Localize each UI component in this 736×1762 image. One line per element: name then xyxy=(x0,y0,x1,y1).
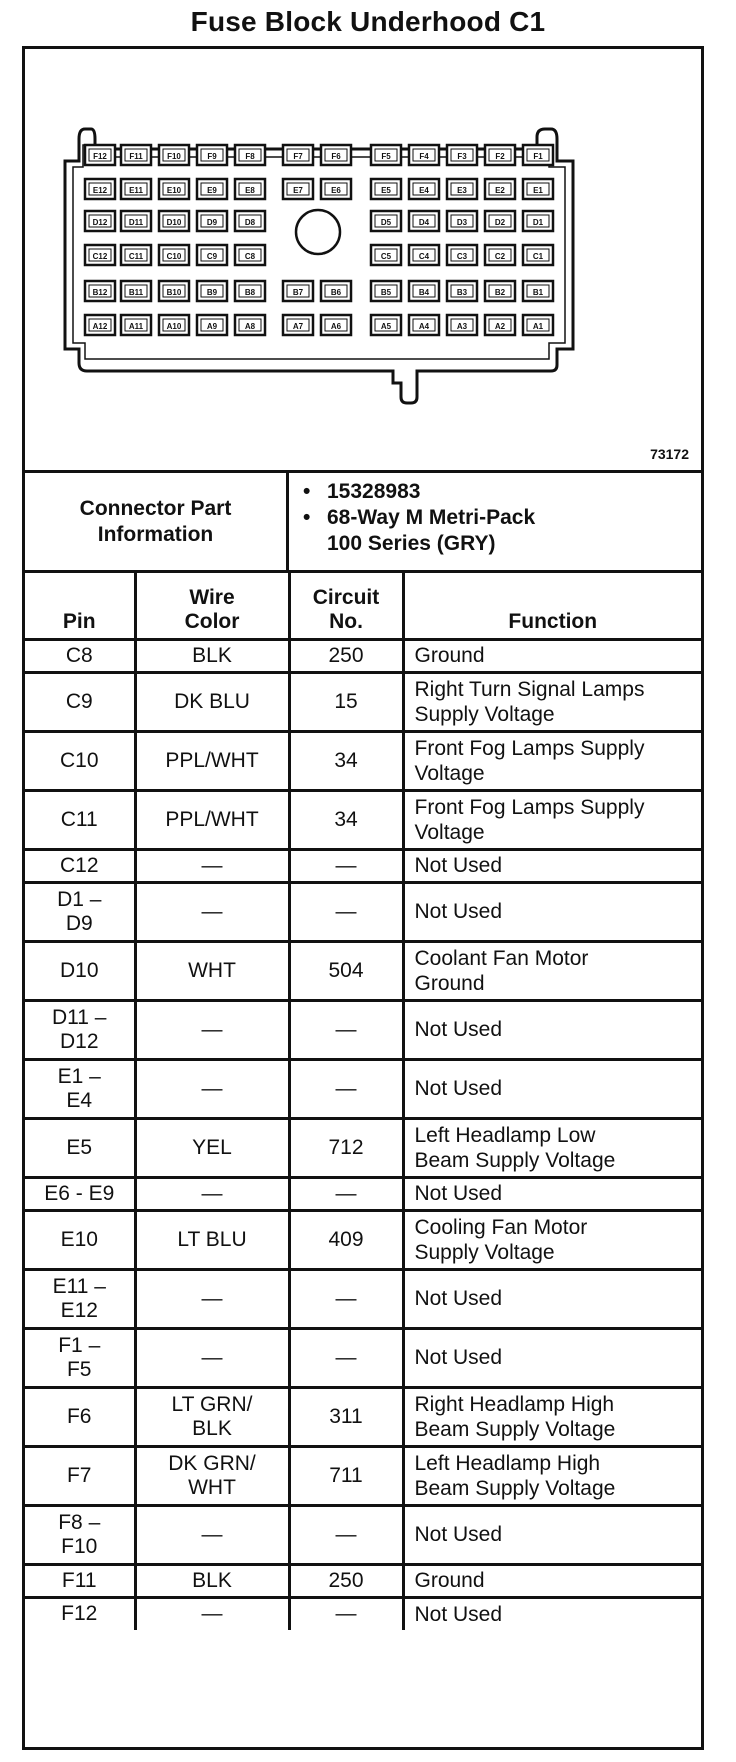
wire-color-cell: — xyxy=(135,882,289,941)
terminal-cavity-a7 xyxy=(283,315,313,335)
function-cell: Cooling Fan Motor Supply Voltage xyxy=(403,1210,701,1269)
terminal-label: D8 xyxy=(244,218,256,227)
terminal-cavity-a3 xyxy=(447,315,477,335)
part-info-label-line2: Information xyxy=(97,522,214,546)
table-row xyxy=(25,1446,701,1505)
pin-cell: C8 xyxy=(25,639,135,672)
wire-color-cell: — xyxy=(135,1059,289,1118)
pin-cell: C11 xyxy=(25,790,135,849)
function-cell: Not Used xyxy=(403,1328,701,1387)
circuit-number-cell: 311 xyxy=(289,1387,403,1446)
terminal-cavity-e12 xyxy=(85,179,115,199)
terminal-label: C9 xyxy=(206,252,218,261)
terminal-label: D2 xyxy=(494,218,506,227)
circuit-number-cell: 504 xyxy=(289,941,403,1000)
terminal-label: E5 xyxy=(381,186,391,195)
function-cell: Not Used xyxy=(403,1000,701,1059)
terminal-cavity-f11 xyxy=(121,145,151,165)
terminal-cavity-b5 xyxy=(371,281,401,301)
wire-color-cell: BLK xyxy=(135,639,289,672)
terminal-label: D10 xyxy=(166,218,182,227)
function-cell: Not Used xyxy=(403,882,701,941)
terminal-label: F11 xyxy=(129,152,143,161)
part-info-label xyxy=(25,473,289,570)
terminal-label: D4 xyxy=(418,218,430,227)
table-row xyxy=(25,1210,701,1269)
table-row xyxy=(25,1387,701,1446)
terminal-cavity-b6 xyxy=(321,281,351,301)
wire-color-cell: DK GRN/ WHT xyxy=(135,1446,289,1505)
terminal-label: E4 xyxy=(419,186,429,195)
table-row xyxy=(25,849,701,882)
function-cell: Right Turn Signal Lamps Supply Voltage xyxy=(403,672,701,731)
terminal-cavity-b10 xyxy=(159,281,189,301)
terminal-cavity-d3 xyxy=(447,211,477,231)
circuit-number-cell: 34 xyxy=(289,731,403,790)
pin-cell: F7 xyxy=(25,1446,135,1505)
terminal-cavity-b12 xyxy=(85,281,115,301)
terminal-label: C10 xyxy=(166,252,182,261)
circuit-number-cell: — xyxy=(289,882,403,941)
terminal-label: E1 xyxy=(533,186,543,195)
function-cell: Ground xyxy=(403,639,701,672)
circuit-number-cell: 409 xyxy=(289,1210,403,1269)
terminal-cavity-f5 xyxy=(371,145,401,165)
table-row xyxy=(25,672,701,731)
terminal-label: A6 xyxy=(330,322,342,331)
terminal-label: C12 xyxy=(92,252,108,261)
function-cell: Right Headlamp High Beam Supply Voltage xyxy=(403,1387,701,1446)
connector-type-line1: • 68-Way M Metri-Pack xyxy=(327,505,701,531)
table-row xyxy=(25,1597,701,1630)
terminal-label: F3 xyxy=(457,152,467,161)
terminal-label: E7 xyxy=(293,186,303,195)
terminal-label: A2 xyxy=(494,322,506,331)
table-row xyxy=(25,882,701,941)
pin-cell: C10 xyxy=(25,731,135,790)
circuit-number-cell: 250 xyxy=(289,639,403,672)
pin-cell: C9 xyxy=(25,672,135,731)
connector-type-line2: 100 Series (GRY) xyxy=(327,532,496,555)
terminal-label: B2 xyxy=(494,288,506,297)
wire-color-cell: PPL/WHT xyxy=(135,731,289,790)
terminal-cavity-d12 xyxy=(85,211,115,231)
terminal-label: F2 xyxy=(495,152,505,161)
pin-cell: E11 – E12 xyxy=(25,1269,135,1328)
terminal-label: D12 xyxy=(92,218,108,227)
terminal-label: B7 xyxy=(292,288,304,297)
terminal-label: D1 xyxy=(532,218,544,227)
function-cell: Front Fog Lamps Supply Voltage xyxy=(403,731,701,790)
connector-document-frame xyxy=(22,46,704,1750)
terminal-label: B8 xyxy=(244,288,256,297)
table-row xyxy=(25,1269,701,1328)
terminal-cavity-a12 xyxy=(85,315,115,335)
terminal-label: C8 xyxy=(244,252,256,261)
table-row xyxy=(25,639,701,672)
terminal-cavity-f6 xyxy=(321,145,351,165)
terminal-label: B3 xyxy=(456,288,468,297)
terminal-label: F12 xyxy=(93,152,107,161)
terminal-cavity-b9 xyxy=(197,281,227,301)
function-cell: Left Headlamp Low Beam Supply Voltage xyxy=(403,1118,701,1177)
terminal-cavity-a4 xyxy=(409,315,439,335)
terminal-cavity-a9 xyxy=(197,315,227,335)
function-cell: Not Used xyxy=(403,1505,701,1564)
terminal-label: C1 xyxy=(532,252,544,261)
terminal-cavity-c3 xyxy=(447,245,477,265)
terminal-cavity-e1 xyxy=(523,179,553,199)
terminal-label: E11 xyxy=(129,186,143,195)
circuit-number-cell: — xyxy=(289,1059,403,1118)
terminal-cavity-d1 xyxy=(523,211,553,231)
terminal-cavity-d5 xyxy=(371,211,401,231)
pin-cell: F12 xyxy=(25,1597,135,1630)
terminal-label: A9 xyxy=(206,322,218,331)
terminal-cavity-e5 xyxy=(371,179,401,199)
header-circuit-no: Circuit No. xyxy=(289,573,403,639)
pin-cell: E6 - E9 xyxy=(25,1177,135,1210)
terminal-label: E10 xyxy=(166,186,182,195)
terminal-cavity-c8 xyxy=(235,245,265,265)
terminal-label: D3 xyxy=(456,218,468,227)
terminal-label: E6 xyxy=(331,186,341,195)
terminal-label: A8 xyxy=(244,322,256,331)
pin-cell: D10 xyxy=(25,941,135,1000)
terminal-label: F4 xyxy=(419,152,429,161)
terminal-label: F1 xyxy=(533,152,543,161)
circuit-number-cell: 34 xyxy=(289,790,403,849)
terminal-label: C3 xyxy=(456,252,468,261)
terminal-label: A10 xyxy=(166,322,182,331)
terminal-cavity-e2 xyxy=(485,179,515,199)
pin-cell: D11 – D12 xyxy=(25,1000,135,1059)
terminal-label: E8 xyxy=(245,186,255,195)
terminal-label: D9 xyxy=(206,218,218,227)
wire-color-cell: YEL xyxy=(135,1118,289,1177)
terminal-cavity-f1 xyxy=(523,145,553,165)
pin-cell: F11 xyxy=(25,1564,135,1597)
terminal-cavity-f9 xyxy=(197,145,227,165)
terminal-cavity-c10 xyxy=(159,245,189,265)
terminal-cavity-f10 xyxy=(159,145,189,165)
terminal-cavity-b2 xyxy=(485,281,515,301)
pin-cell: E10 xyxy=(25,1210,135,1269)
terminal-cavity-b4 xyxy=(409,281,439,301)
terminal-cavity-b11 xyxy=(121,281,151,301)
terminal-cavity-c11 xyxy=(121,245,151,265)
pinout-table xyxy=(25,573,701,1630)
terminal-cavity-c2 xyxy=(485,245,515,265)
pin-cell: D1 – D9 xyxy=(25,882,135,941)
terminal-label: F8 xyxy=(245,152,255,161)
terminal-cavity-b7 xyxy=(283,281,313,301)
circuit-number-cell: — xyxy=(289,1505,403,1564)
terminal-cavity-c5 xyxy=(371,245,401,265)
terminal-cavity-b3 xyxy=(447,281,477,301)
terminal-label: B1 xyxy=(532,288,544,297)
terminal-cavity-d2 xyxy=(485,211,515,231)
terminal-label: C11 xyxy=(128,252,144,261)
terminal-label: B12 xyxy=(92,288,108,297)
terminal-cavity-e6 xyxy=(321,179,351,199)
terminal-label: E12 xyxy=(92,186,108,195)
terminal-cavity-a6 xyxy=(321,315,351,335)
terminal-cavity-a1 xyxy=(523,315,553,335)
terminal-cavity-e3 xyxy=(447,179,477,199)
terminal-cavity-f3 xyxy=(447,145,477,165)
terminal-label: C5 xyxy=(380,252,392,261)
terminal-cavity-f12 xyxy=(85,145,115,165)
terminal-label: A3 xyxy=(456,322,468,331)
terminal-cavity-b1 xyxy=(523,281,553,301)
terminal-cavity-a10 xyxy=(159,315,189,335)
table-row xyxy=(25,1000,701,1059)
table-row xyxy=(25,1505,701,1564)
wire-color-cell: — xyxy=(135,1328,289,1387)
connector-face-drawing xyxy=(25,49,701,473)
connector-center-boss xyxy=(296,210,340,254)
header-pin: Pin xyxy=(25,573,135,639)
terminal-cavity-e10 xyxy=(159,179,189,199)
pin-cell: F8 – F10 xyxy=(25,1505,135,1564)
terminal-label: C2 xyxy=(494,252,506,261)
terminal-cavity-e8 xyxy=(235,179,265,199)
wire-color-cell: PPL/WHT xyxy=(135,790,289,849)
terminal-label: E2 xyxy=(495,186,505,195)
table-row xyxy=(25,941,701,1000)
terminal-label: A5 xyxy=(380,322,392,331)
function-cell: Not Used xyxy=(403,849,701,882)
terminal-label: C4 xyxy=(418,252,430,261)
terminal-cavity-b8 xyxy=(235,281,265,301)
terminal-label: B9 xyxy=(206,288,218,297)
circuit-number-cell: — xyxy=(289,1597,403,1630)
terminal-label: E9 xyxy=(207,186,217,195)
wire-color-cell: — xyxy=(135,1505,289,1564)
pin-cell: F1 – F5 xyxy=(25,1328,135,1387)
terminal-cavity-e9 xyxy=(197,179,227,199)
terminal-cavity-d11 xyxy=(121,211,151,231)
terminal-cavity-c12 xyxy=(85,245,115,265)
wire-color-cell: — xyxy=(135,1000,289,1059)
function-cell: Ground xyxy=(403,1564,701,1597)
terminal-label: B11 xyxy=(128,288,144,297)
wire-color-cell: — xyxy=(135,1597,289,1630)
wire-color-cell: WHT xyxy=(135,941,289,1000)
table-row xyxy=(25,1118,701,1177)
terminal-label: A1 xyxy=(532,322,544,331)
function-cell: Not Used xyxy=(403,1269,701,1328)
function-cell: Front Fog Lamps Supply Voltage xyxy=(403,790,701,849)
wire-color-cell: DK BLU xyxy=(135,672,289,731)
function-cell: Left Headlamp High Beam Supply Voltage xyxy=(403,1446,701,1505)
pin-cell: E1 – E4 xyxy=(25,1059,135,1118)
terminal-label: F5 xyxy=(381,152,391,161)
table-row xyxy=(25,1328,701,1387)
terminal-label: A7 xyxy=(292,322,304,331)
circuit-number-cell: 15 xyxy=(289,672,403,731)
terminal-cavity-f4 xyxy=(409,145,439,165)
table-row xyxy=(25,1564,701,1597)
terminal-cavity-f2 xyxy=(485,145,515,165)
terminal-label: A4 xyxy=(418,322,430,331)
wire-color-cell: — xyxy=(135,1177,289,1210)
function-cell: Not Used xyxy=(403,1597,701,1630)
header-wire-color: Wire Color xyxy=(135,573,289,639)
table-row xyxy=(25,1059,701,1118)
terminal-label: E3 xyxy=(457,186,467,195)
terminal-cavity-f8 xyxy=(235,145,265,165)
terminal-label: F10 xyxy=(167,152,181,161)
terminal-label: A11 xyxy=(128,322,144,331)
table-row xyxy=(25,790,701,849)
page-title: Fuse Block Underhood C1 xyxy=(190,6,546,37)
terminal-label: B6 xyxy=(330,288,342,297)
terminal-cavity-e4 xyxy=(409,179,439,199)
table-row xyxy=(25,1177,701,1210)
wire-color-cell: LT GRN/ BLK xyxy=(135,1387,289,1446)
part-info-label-line1: Connector Part xyxy=(79,496,232,520)
terminal-label: A12 xyxy=(92,322,108,331)
connector-part-information xyxy=(25,473,701,573)
terminal-cavity-a11 xyxy=(121,315,151,335)
function-cell: Not Used xyxy=(403,1177,701,1210)
terminal-cavity-a2 xyxy=(485,315,515,335)
header-function: Function xyxy=(403,573,701,639)
wire-color-cell: BLK xyxy=(135,1564,289,1597)
terminal-label: D5 xyxy=(380,218,392,227)
function-cell: Coolant Fan Motor Ground xyxy=(403,941,701,1000)
part-number: • 15328983 xyxy=(327,479,701,505)
terminal-label: B4 xyxy=(418,288,430,297)
terminal-cavity-f7 xyxy=(283,145,313,165)
terminal-cavity-a5 xyxy=(371,315,401,335)
circuit-number-cell: 712 xyxy=(289,1118,403,1177)
circuit-number-cell: — xyxy=(289,1177,403,1210)
terminal-cavity-e7 xyxy=(283,179,313,199)
terminal-cavity-d8 xyxy=(235,211,265,231)
terminal-cavity-c4 xyxy=(409,245,439,265)
terminal-cavity-c9 xyxy=(197,245,227,265)
terminal-label: F7 xyxy=(293,152,303,161)
terminal-cavity-c1 xyxy=(523,245,553,265)
circuit-number-cell: 711 xyxy=(289,1446,403,1505)
circuit-number-cell: — xyxy=(289,1328,403,1387)
terminal-label: B10 xyxy=(166,288,182,297)
circuit-number-cell: — xyxy=(289,1269,403,1328)
wire-color-cell: LT BLU xyxy=(135,1210,289,1269)
figure-number: 73172 xyxy=(650,446,689,462)
terminal-label: D11 xyxy=(128,218,144,227)
circuit-number-cell: — xyxy=(289,849,403,882)
terminal-label: F9 xyxy=(207,152,217,161)
terminal-cavity-d9 xyxy=(197,211,227,231)
wire-color-cell: — xyxy=(135,1269,289,1328)
circuit-number-cell: 250 xyxy=(289,1564,403,1597)
terminal-label: B5 xyxy=(380,288,392,297)
function-cell: Not Used xyxy=(403,1059,701,1118)
terminal-cavity-e11 xyxy=(121,179,151,199)
pin-cell: E5 xyxy=(25,1118,135,1177)
connector-diagram xyxy=(25,49,701,473)
pin-cell: F6 xyxy=(25,1387,135,1446)
table-row xyxy=(25,731,701,790)
terminal-cavity-a8 xyxy=(235,315,265,335)
terminal-cavity-d10 xyxy=(159,211,189,231)
pin-cell: C12 xyxy=(25,849,135,882)
circuit-number-cell: — xyxy=(289,1000,403,1059)
table-header-row xyxy=(25,573,701,639)
wire-color-cell: — xyxy=(135,849,289,882)
part-info-details xyxy=(289,473,701,570)
terminal-label: F6 xyxy=(331,152,341,161)
terminal-cavity-d4 xyxy=(409,211,439,231)
